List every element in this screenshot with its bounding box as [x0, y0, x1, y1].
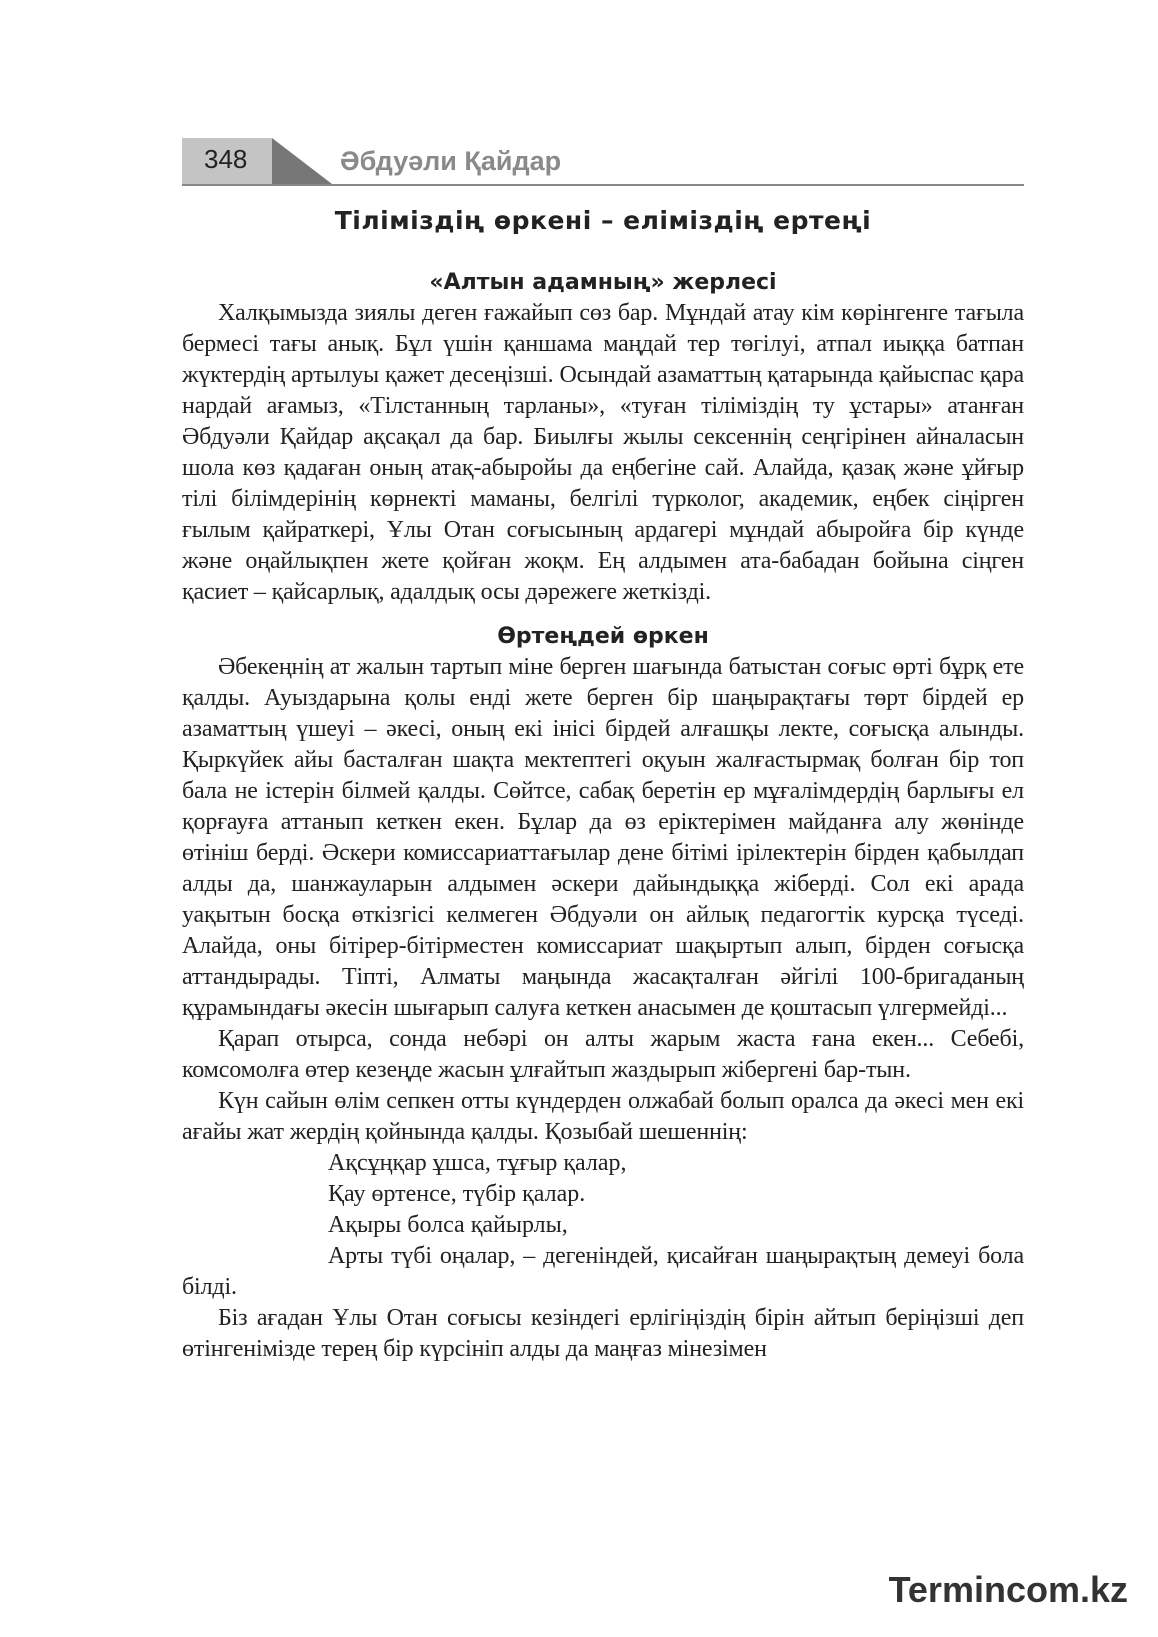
running-author: Әбдуәли Қайдар: [340, 146, 562, 176]
verse-line: Ақыры болса қайырлы,: [328, 1212, 568, 1238]
section-heading: Өртеңдей өркен: [497, 624, 709, 649]
header-triangle-decoration: [272, 138, 332, 184]
running-header: [182, 138, 1024, 186]
paragraph: Халқымызда зиялы деген ғажайып сөз бар. Мұндай атау кім көрінгенге тағыла бермесі тағы анық. Бұл үшін қаншама маңдай тер төгілуі, атпал иыққа батпан жүктердің артылуы қажет десеңізші. Осындай азаматтың қатарында қайыспас қара нардай ағамыз, «Тілстанның тарланы», «туған тіліміздің ту ұстары» атанған Әбдуәли Қайдар ақсақал да бар. Биылғы жылы сексеннің сеңгірінен айналасын шола көз қадаған оның атақ-абыройы да еңбегіне сай. Алайда, қазақ және ұйғыр тілі білімдерінің көрнекті маманы, белгілі түрколог, академик, еңбек сіңірген ғылым қайраткері, Ұлы Отан соғысының ардагері мұндай абыройға бір күнде және оңайлықпен жете қойған жоқм. Ең алдымен ата-бабадан бойына сіңген қасиет – қайсарлық, адалдық осы дәрежеге жеткізді.: [182, 300, 1024, 605]
verse-line: Ақсұңқар ұшса, тұғыр қалар,: [328, 1150, 627, 1176]
verse-line: Қау өртенсе, түбір қалар.: [328, 1181, 586, 1207]
paragraph: Қарап отырса, сонда небәрі он алты жарым жаста ғана екен... Себебі, комсомолға өтер кезеңде жасын ұлғайтып жаздырып жібергені бар-тын.: [182, 1026, 1024, 1083]
paragraph: Біз ағадан Ұлы Отан соғысы кезіндегі ерлігіңіздің бірін айтып беріңізші деп өтінгенімізде терең бір күрсініп алды да маңғаз мінезімен: [182, 1305, 1024, 1362]
site-watermark-logo: Termincom.kz: [888, 1569, 1128, 1610]
page-number: 348: [204, 144, 248, 174]
header-rule: [182, 184, 1024, 186]
paragraph: Әбекеңнің ат жалын тартып міне берген шағында батыстан соғыс өрті бұрқ ете қалды. Ауыздарына қолы енді жете берген бір шаңырақтағы төрт бірдей ер азаматтың үшеуі – әкесі, оның екі інісі бірдей алғашқы лекте, соғысқа алынды. Қыркүйек айы басталған шақта мектептегі оқуын жалғастырмақ болған бір топ бала не істерін білмей қалды. Сөйтсе, сабақ беретін ер мұғалімдердің барлығы ел қорғауға аттанып кеткен екен. Бұлар да өз еріктерімен майданға алу жөнінде өтініш берді. Әскери комиссариаттағылар дене бітімі ірілектерін бірден қабылдап алды да, шанжауларын алдымен әскери дайындыққа жіберді. Сол екі арада уақытын босқа өткізгісі келмеген Әбдуәли он айлық педагогтік курсқа түседі. Алайда, оны бітірер-бітірместен комиссариат шақыртып алып, бірден соғысқа аттандырады. Тіпті, Алматы маңында жасақталған әйгілі 100-бригаданың құрамындағы әкесін шығарып салуға кеткен анасымен де қоштасып үлгермейді...: [182, 654, 1024, 1021]
section-heading: «Алтын адамның» жерлесі: [429, 270, 777, 295]
article-body: [182, 200, 1024, 1365]
verse-closing-paragraph: Арты түбі оңалар, – дегеніндей, қисайған шаңырақтың демеуі бола білді.: [182, 1243, 1024, 1300]
paragraph: Күн сайын өлім сепкен отты күндерден олжабай болып оралса да әкесі мен екі ағайы жат жердің қойнында қалды. Қозыбай шешеннің:: [182, 1088, 1024, 1145]
article-title: Тіліміздің өркені – еліміздің ертеңі: [334, 206, 872, 235]
